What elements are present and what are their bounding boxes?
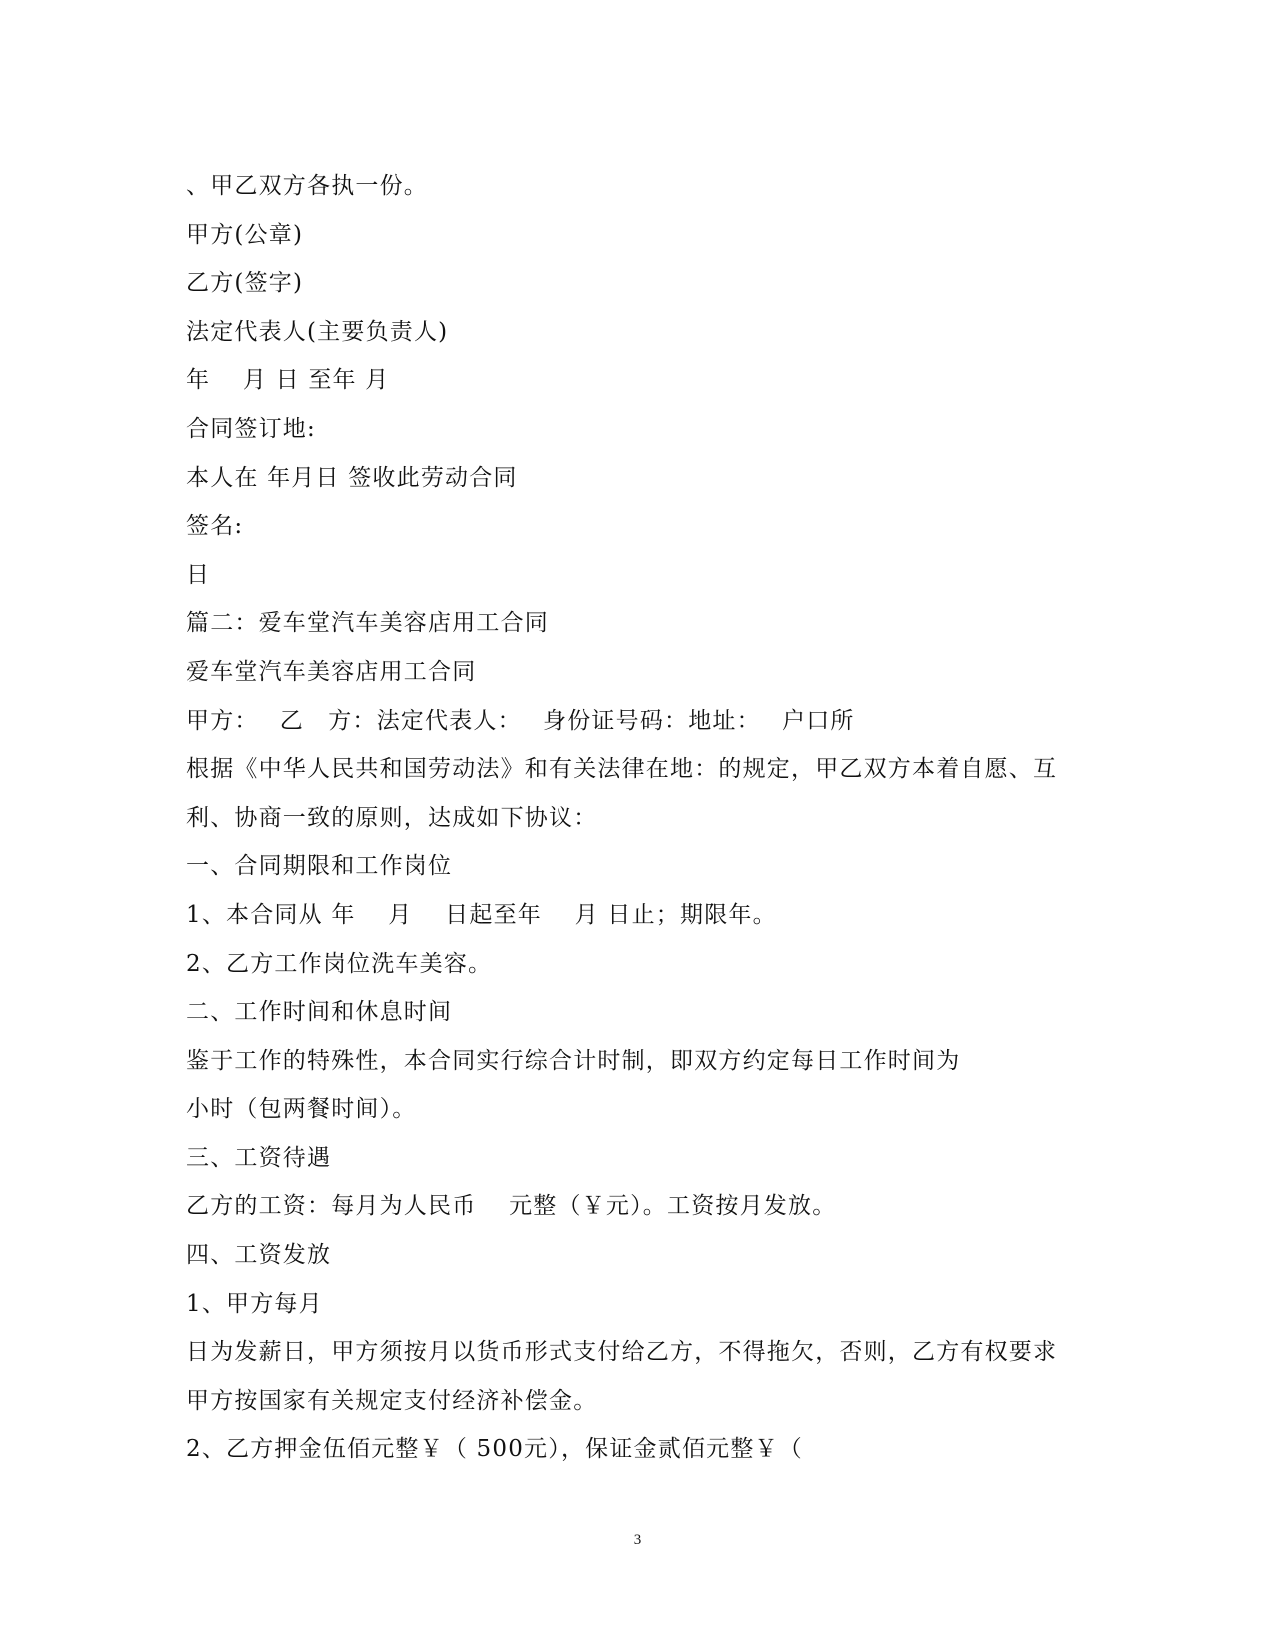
text-line: 本人在 年月日 签收此劳动合同 bbox=[186, 464, 518, 491]
clause-heading: 二、工作时间和休息时间 bbox=[186, 999, 453, 1026]
text-line: 甲方按国家有关规定支付经济补偿金。 bbox=[186, 1387, 598, 1414]
clause-heading: 三、工资待遇 bbox=[186, 1144, 332, 1171]
text-line: 法定代表人(主要负责人) bbox=[186, 318, 449, 345]
text-line: 2、乙方工作岗位洗车美容。 bbox=[186, 950, 493, 977]
text-line: 乙方的工资：每月为人民币 元整（￥元）。工资按月发放。 bbox=[186, 1193, 837, 1220]
clause-heading: 一、合同期限和工作岗位 bbox=[186, 853, 453, 880]
text-line: 小时（包两餐时间）。 bbox=[186, 1096, 417, 1123]
text-line: 1、本合同从 年 月 日起至年 月 日止；期限年。 bbox=[186, 901, 777, 928]
text-line: 年 月 日 至年 月 bbox=[186, 367, 390, 394]
text-line: 利、协商一致的原则，达成如下协议： bbox=[186, 804, 598, 831]
contract-title: 爱车堂汽车美容店用工合同 bbox=[186, 658, 477, 685]
text-line: 甲方(公章) bbox=[186, 221, 304, 248]
text-line: 乙方(签字) bbox=[186, 270, 304, 297]
text-line: 、甲乙双方各执一份。 bbox=[186, 173, 428, 199]
text-line: 根据《中华人民共和国劳动法》和有关法律在地：的规定，甲乙双方本着自愿、互 bbox=[186, 756, 1058, 783]
text-line: 2、乙方押金伍佰元整￥（ 500元），保证金贰佰元整￥（ bbox=[186, 1436, 803, 1463]
text-line: 日 bbox=[186, 561, 211, 588]
text-line: 签名: bbox=[186, 513, 244, 540]
clause-heading: 四、工资发放 bbox=[186, 1242, 332, 1269]
document-body bbox=[186, 162, 1091, 1474]
text-line: 日为发薪日，甲方须按月以货币形式支付给乙方，不得拖欠，否则，乙方有权要求 bbox=[186, 1339, 1058, 1366]
text-line: 鉴于工作的特殊性，本合同实行综合计时制，即双方约定每日工作时间为 bbox=[186, 1047, 961, 1074]
text-line: 1、甲方每月 bbox=[186, 1290, 323, 1317]
text-line: 甲方： 乙 方：法定代表人： 身份证号码：地址： 户口所 bbox=[186, 707, 855, 734]
text-line: 合同签订地: bbox=[186, 415, 316, 442]
section-heading: 篇二：爱车堂汽车美容店用工合同 bbox=[186, 610, 549, 637]
page-number: 3 bbox=[633, 1532, 642, 1548]
